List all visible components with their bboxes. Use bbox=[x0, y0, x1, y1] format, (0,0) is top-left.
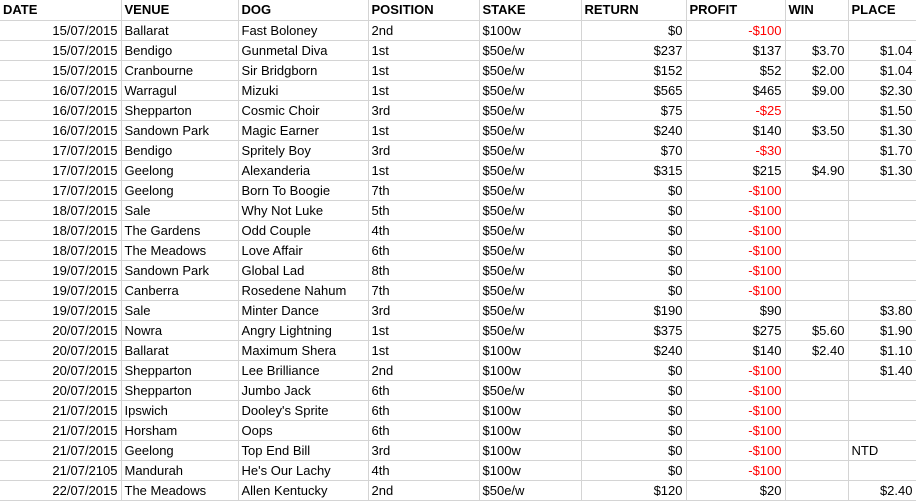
cell-position[interactable]: 3rd bbox=[368, 101, 479, 121]
cell-stake[interactable]: $50e/w bbox=[479, 61, 581, 81]
cell-return[interactable]: $0 bbox=[581, 221, 686, 241]
cell-win[interactable] bbox=[785, 381, 848, 401]
cell-position[interactable]: 6th bbox=[368, 421, 479, 441]
cell-venue[interactable]: Sandown Park bbox=[121, 121, 238, 141]
table-row bbox=[0, 301, 916, 321]
cell-date[interactable]: 22/07/2015 bbox=[0, 481, 121, 501]
cell-win[interactable]: $2.00 bbox=[785, 61, 848, 81]
cell-date[interactable]: 19/07/2015 bbox=[0, 301, 121, 321]
cell-venue[interactable]: The Meadows bbox=[121, 481, 238, 501]
cell-position[interactable]: 4th bbox=[368, 461, 479, 481]
cell-stake[interactable]: $50e/w bbox=[479, 381, 581, 401]
cell-position[interactable]: 2nd bbox=[368, 21, 479, 41]
cell-stake[interactable]: $50e/w bbox=[479, 41, 581, 61]
cell-date[interactable]: 18/07/2015 bbox=[0, 221, 121, 241]
cell-dog[interactable]: Mizuki bbox=[238, 81, 368, 101]
cell-position[interactable]: 3rd bbox=[368, 441, 479, 461]
cell-return[interactable]: $120 bbox=[581, 481, 686, 501]
cell-return[interactable]: $0 bbox=[581, 401, 686, 421]
cell-date[interactable]: 16/07/2015 bbox=[0, 81, 121, 101]
header-place[interactable]: PLACE bbox=[848, 0, 916, 21]
cell-return[interactable]: $0 bbox=[581, 241, 686, 261]
cell-position[interactable]: 1st bbox=[368, 161, 479, 181]
header-dog[interactable]: DOG bbox=[238, 0, 368, 21]
cell-dog[interactable]: Lee Brilliance bbox=[238, 361, 368, 381]
cell-win[interactable] bbox=[785, 221, 848, 241]
cell-date[interactable]: 21/07/2105 bbox=[0, 461, 121, 481]
cell-dog[interactable]: Sir Bridgborn bbox=[238, 61, 368, 81]
cell-venue[interactable]: Sandown Park bbox=[121, 261, 238, 281]
cell-position[interactable]: 3rd bbox=[368, 141, 479, 161]
cell-venue[interactable]: The Gardens bbox=[121, 221, 238, 241]
cell-dog[interactable]: Born To Boogie bbox=[238, 181, 368, 201]
table-row bbox=[0, 281, 916, 301]
table-row bbox=[0, 141, 916, 161]
cell-position[interactable]: 1st bbox=[368, 81, 479, 101]
cell-date[interactable]: 20/07/2015 bbox=[0, 361, 121, 381]
cell-profit[interactable]: -$100 bbox=[686, 421, 785, 441]
cell-place[interactable] bbox=[848, 401, 916, 421]
cell-stake[interactable]: $50e/w bbox=[479, 241, 581, 261]
cell-win[interactable] bbox=[785, 481, 848, 501]
cell-position[interactable]: 4th bbox=[368, 221, 479, 241]
cell-win[interactable] bbox=[785, 421, 848, 441]
cell-stake[interactable]: $50e/w bbox=[479, 281, 581, 301]
cell-date[interactable]: 17/07/2015 bbox=[0, 141, 121, 161]
cell-profit[interactable]: -$100 bbox=[686, 201, 785, 221]
cell-return[interactable]: $152 bbox=[581, 61, 686, 81]
table-row bbox=[0, 461, 916, 481]
cell-place[interactable]: $1.30 bbox=[848, 121, 916, 141]
cell-profit[interactable]: $275 bbox=[686, 321, 785, 341]
cell-dog[interactable]: Gunmetal Diva bbox=[238, 41, 368, 61]
cell-profit[interactable]: $52 bbox=[686, 61, 785, 81]
cell-dog[interactable]: Alexanderia bbox=[238, 161, 368, 181]
cell-venue[interactable]: Bendigo bbox=[121, 141, 238, 161]
cell-place[interactable]: $1.70 bbox=[848, 141, 916, 161]
cell-place[interactable]: $1.90 bbox=[848, 321, 916, 341]
cell-return[interactable]: $0 bbox=[581, 261, 686, 281]
cell-stake[interactable]: $100w bbox=[479, 461, 581, 481]
cell-win[interactable] bbox=[785, 281, 848, 301]
cell-return[interactable]: $0 bbox=[581, 421, 686, 441]
cell-stake[interactable]: $50e/w bbox=[479, 101, 581, 121]
cell-return[interactable]: $237 bbox=[581, 41, 686, 61]
table-row bbox=[0, 421, 916, 441]
cell-place[interactable] bbox=[848, 461, 916, 481]
table-row bbox=[0, 81, 916, 101]
cell-place[interactable] bbox=[848, 421, 916, 441]
table-row bbox=[0, 181, 916, 201]
cell-place[interactable]: $3.80 bbox=[848, 301, 916, 321]
table-row bbox=[0, 341, 916, 361]
cell-return[interactable]: $375 bbox=[581, 321, 686, 341]
cell-win[interactable] bbox=[785, 361, 848, 381]
cell-return[interactable]: $315 bbox=[581, 161, 686, 181]
cell-venue[interactable]: Sale bbox=[121, 301, 238, 321]
table-row bbox=[0, 481, 916, 501]
cell-profit[interactable]: -$100 bbox=[686, 361, 785, 381]
cell-profit[interactable]: -$100 bbox=[686, 181, 785, 201]
header-date[interactable]: DATE bbox=[0, 0, 121, 21]
cell-return[interactable]: $0 bbox=[581, 441, 686, 461]
header-row bbox=[0, 0, 916, 21]
cell-venue[interactable]: Ipswich bbox=[121, 401, 238, 421]
cell-return[interactable]: $190 bbox=[581, 301, 686, 321]
cell-venue[interactable]: Shepparton bbox=[121, 381, 238, 401]
cell-win[interactable] bbox=[785, 141, 848, 161]
cell-return[interactable]: $240 bbox=[581, 121, 686, 141]
cell-date[interactable]: 20/07/2015 bbox=[0, 321, 121, 341]
cell-profit[interactable]: -$100 bbox=[686, 381, 785, 401]
cell-venue[interactable]: Canberra bbox=[121, 281, 238, 301]
cell-stake[interactable]: $100w bbox=[479, 441, 581, 461]
cell-venue[interactable]: Geelong bbox=[121, 161, 238, 181]
cell-dog[interactable]: Spritely Boy bbox=[238, 141, 368, 161]
cell-venue[interactable]: Ballarat bbox=[121, 341, 238, 361]
cell-date[interactable]: 18/07/2015 bbox=[0, 241, 121, 261]
cell-place[interactable] bbox=[848, 201, 916, 221]
cell-position[interactable]: 2nd bbox=[368, 361, 479, 381]
cell-position[interactable]: 3rd bbox=[368, 301, 479, 321]
header-venue[interactable]: VENUE bbox=[121, 0, 238, 21]
cell-profit[interactable]: $20 bbox=[686, 481, 785, 501]
cell-place[interactable] bbox=[848, 221, 916, 241]
cell-stake[interactable]: $50e/w bbox=[479, 161, 581, 181]
cell-win[interactable] bbox=[785, 461, 848, 481]
cell-position[interactable]: 1st bbox=[368, 321, 479, 341]
cell-venue[interactable]: Ballarat bbox=[121, 21, 238, 41]
cell-stake[interactable]: $50e/w bbox=[479, 261, 581, 281]
table-row bbox=[0, 61, 916, 81]
cell-place[interactable] bbox=[848, 261, 916, 281]
cell-venue[interactable]: Warragul bbox=[121, 81, 238, 101]
cell-position[interactable]: 1st bbox=[368, 341, 479, 361]
cell-place[interactable] bbox=[848, 241, 916, 261]
cell-profit[interactable]: $140 bbox=[686, 121, 785, 141]
cell-venue[interactable]: Bendigo bbox=[121, 41, 238, 61]
cell-position[interactable]: 6th bbox=[368, 241, 479, 261]
cell-venue[interactable]: Mandurah bbox=[121, 461, 238, 481]
cell-date[interactable]: 15/07/2015 bbox=[0, 41, 121, 61]
table-row bbox=[0, 241, 916, 261]
cell-stake[interactable]: $100w bbox=[479, 401, 581, 421]
cell-date[interactable]: 15/07/2015 bbox=[0, 61, 121, 81]
cell-position[interactable]: 1st bbox=[368, 121, 479, 141]
cell-win[interactable] bbox=[785, 401, 848, 421]
cell-date[interactable]: 16/07/2015 bbox=[0, 121, 121, 141]
cell-date[interactable]: 17/07/2015 bbox=[0, 181, 121, 201]
cell-stake[interactable]: $50e/w bbox=[479, 221, 581, 241]
cell-profit[interactable]: $137 bbox=[686, 41, 785, 61]
cell-win[interactable] bbox=[785, 181, 848, 201]
cell-win[interactable] bbox=[785, 241, 848, 261]
cell-place[interactable] bbox=[848, 381, 916, 401]
cell-date[interactable]: 19/07/2015 bbox=[0, 261, 121, 281]
header-stake[interactable]: STAKE bbox=[479, 0, 581, 21]
cell-profit[interactable]: $465 bbox=[686, 81, 785, 101]
cell-return[interactable]: $0 bbox=[581, 461, 686, 481]
cell-dog[interactable]: Global Lad bbox=[238, 261, 368, 281]
table-row bbox=[0, 121, 916, 141]
cell-venue[interactable]: Geelong bbox=[121, 181, 238, 201]
cell-dog[interactable]: Angry Lightning bbox=[238, 321, 368, 341]
cell-return[interactable]: $0 bbox=[581, 21, 686, 41]
cell-win[interactable] bbox=[785, 441, 848, 461]
cell-date[interactable]: 21/07/2015 bbox=[0, 441, 121, 461]
cell-venue[interactable]: The Meadows bbox=[121, 241, 238, 261]
cell-profit[interactable]: -$100 bbox=[686, 441, 785, 461]
cell-stake[interactable]: $100w bbox=[479, 421, 581, 441]
cell-position[interactable]: 5th bbox=[368, 201, 479, 221]
cell-return[interactable]: $75 bbox=[581, 101, 686, 121]
cell-profit[interactable]: -$100 bbox=[686, 281, 785, 301]
cell-profit[interactable]: -$100 bbox=[686, 21, 785, 41]
cell-dog[interactable]: Oops bbox=[238, 421, 368, 441]
cell-profit[interactable]: $140 bbox=[686, 341, 785, 361]
cell-venue[interactable]: Shepparton bbox=[121, 361, 238, 381]
cell-dog[interactable]: Odd Couple bbox=[238, 221, 368, 241]
cell-profit[interactable]: $215 bbox=[686, 161, 785, 181]
cell-place[interactable] bbox=[848, 281, 916, 301]
cell-stake[interactable]: $50e/w bbox=[479, 301, 581, 321]
cell-stake[interactable]: $100w bbox=[479, 341, 581, 361]
cell-stake[interactable]: $100w bbox=[479, 361, 581, 381]
cell-win[interactable] bbox=[785, 301, 848, 321]
cell-return[interactable]: $0 bbox=[581, 381, 686, 401]
cell-return[interactable]: $0 bbox=[581, 361, 686, 381]
cell-win[interactable]: $4.90 bbox=[785, 161, 848, 181]
cell-date[interactable]: 16/07/2015 bbox=[0, 101, 121, 121]
cell-position[interactable]: 1st bbox=[368, 61, 479, 81]
cell-date[interactable]: 15/07/2015 bbox=[0, 21, 121, 41]
cell-dog[interactable]: Cosmic Choir bbox=[238, 101, 368, 121]
cell-profit[interactable]: -$100 bbox=[686, 401, 785, 421]
table-row bbox=[0, 381, 916, 401]
cell-win[interactable]: $2.40 bbox=[785, 341, 848, 361]
table-row bbox=[0, 361, 916, 381]
cell-position[interactable]: 6th bbox=[368, 381, 479, 401]
cell-dog[interactable]: Top End Bill bbox=[238, 441, 368, 461]
cell-profit[interactable]: -$25 bbox=[686, 101, 785, 121]
cell-position[interactable]: 7th bbox=[368, 281, 479, 301]
cell-stake[interactable]: $50e/w bbox=[479, 121, 581, 141]
cell-position[interactable]: 1st bbox=[368, 41, 479, 61]
table-row bbox=[0, 161, 916, 181]
cell-profit[interactable]: $90 bbox=[686, 301, 785, 321]
cell-win[interactable] bbox=[785, 201, 848, 221]
cell-win[interactable] bbox=[785, 261, 848, 281]
cell-venue[interactable]: Shepparton bbox=[121, 101, 238, 121]
cell-date[interactable]: 21/07/2015 bbox=[0, 421, 121, 441]
cell-date[interactable]: 21/07/2015 bbox=[0, 401, 121, 421]
cell-place[interactable]: $1.50 bbox=[848, 101, 916, 121]
cell-place[interactable]: $2.40 bbox=[848, 481, 916, 501]
cell-win[interactable]: $9.00 bbox=[785, 81, 848, 101]
cell-stake[interactable]: $50e/w bbox=[479, 141, 581, 161]
cell-date[interactable]: 18/07/2015 bbox=[0, 201, 121, 221]
cell-profit[interactable]: -$100 bbox=[686, 261, 785, 281]
header-position[interactable]: POSITION bbox=[368, 0, 479, 21]
table-row bbox=[0, 441, 916, 461]
table-row bbox=[0, 261, 916, 281]
table-row bbox=[0, 41, 916, 61]
cell-place[interactable]: NTD bbox=[848, 441, 916, 461]
cell-win[interactable] bbox=[785, 101, 848, 121]
cell-profit[interactable]: -$100 bbox=[686, 461, 785, 481]
header-return[interactable]: RETURN bbox=[581, 0, 686, 21]
cell-position[interactable]: 7th bbox=[368, 181, 479, 201]
table-row bbox=[0, 21, 916, 41]
cell-dog[interactable]: Minter Dance bbox=[238, 301, 368, 321]
cell-dog[interactable]: Fast Boloney bbox=[238, 21, 368, 41]
table-row bbox=[0, 201, 916, 221]
cell-date[interactable]: 20/07/2015 bbox=[0, 341, 121, 361]
cell-dog[interactable]: Magic Earner bbox=[238, 121, 368, 141]
cell-dog[interactable]: Allen Kentucky bbox=[238, 481, 368, 501]
cell-return[interactable]: $240 bbox=[581, 341, 686, 361]
cell-venue[interactable]: Horsham bbox=[121, 421, 238, 441]
cell-position[interactable]: 2nd bbox=[368, 481, 479, 501]
cell-return[interactable]: $70 bbox=[581, 141, 686, 161]
cell-place[interactable] bbox=[848, 21, 916, 41]
cell-dog[interactable]: Rosedene Nahum bbox=[238, 281, 368, 301]
cell-place[interactable]: $2.30 bbox=[848, 81, 916, 101]
cell-profit[interactable]: -$100 bbox=[686, 221, 785, 241]
cell-venue[interactable]: Nowra bbox=[121, 321, 238, 341]
cell-stake[interactable]: $50e/w bbox=[479, 201, 581, 221]
cell-place[interactable] bbox=[848, 181, 916, 201]
table-row bbox=[0, 221, 916, 241]
cell-stake[interactable]: $50e/w bbox=[479, 481, 581, 501]
cell-dog[interactable]: Jumbo Jack bbox=[238, 381, 368, 401]
cell-stake[interactable]: $50e/w bbox=[479, 181, 581, 201]
cell-venue[interactable]: Geelong bbox=[121, 441, 238, 461]
cell-win[interactable]: $3.50 bbox=[785, 121, 848, 141]
table-row bbox=[0, 321, 916, 341]
cell-dog[interactable]: He's Our Lachy bbox=[238, 461, 368, 481]
table-row bbox=[0, 101, 916, 121]
cell-win[interactable]: $5.60 bbox=[785, 321, 848, 341]
cell-date[interactable]: 20/07/2015 bbox=[0, 381, 121, 401]
cell-return[interactable]: $0 bbox=[581, 181, 686, 201]
header-win[interactable]: WIN bbox=[785, 0, 848, 21]
cell-place[interactable]: $1.04 bbox=[848, 61, 916, 81]
cell-place[interactable]: $1.10 bbox=[848, 341, 916, 361]
cell-stake[interactable]: $50e/w bbox=[479, 321, 581, 341]
cell-dog[interactable]: Why Not Luke bbox=[238, 201, 368, 221]
header-profit[interactable]: PROFIT bbox=[686, 0, 785, 21]
cell-position[interactable]: 6th bbox=[368, 401, 479, 421]
cell-profit[interactable]: -$30 bbox=[686, 141, 785, 161]
cell-dog[interactable]: Dooley's Sprite bbox=[238, 401, 368, 421]
cell-dog[interactable]: Love Affair bbox=[238, 241, 368, 261]
cell-date[interactable]: 19/07/2015 bbox=[0, 281, 121, 301]
cell-return[interactable]: $565 bbox=[581, 81, 686, 101]
cell-place[interactable]: $1.40 bbox=[848, 361, 916, 381]
cell-stake[interactable]: $100w bbox=[479, 21, 581, 41]
cell-date[interactable]: 17/07/2015 bbox=[0, 161, 121, 181]
cell-return[interactable]: $0 bbox=[581, 201, 686, 221]
cell-win[interactable]: $3.70 bbox=[785, 41, 848, 61]
cell-place[interactable]: $1.30 bbox=[848, 161, 916, 181]
cell-stake[interactable]: $50e/w bbox=[479, 81, 581, 101]
table-body bbox=[0, 21, 916, 501]
cell-dog[interactable]: Maximum Shera bbox=[238, 341, 368, 361]
cell-profit[interactable]: -$100 bbox=[686, 241, 785, 261]
cell-venue[interactable]: Cranbourne bbox=[121, 61, 238, 81]
cell-return[interactable]: $0 bbox=[581, 281, 686, 301]
cell-place[interactable]: $1.04 bbox=[848, 41, 916, 61]
cell-venue[interactable]: Sale bbox=[121, 201, 238, 221]
cell-position[interactable]: 8th bbox=[368, 261, 479, 281]
cell-win[interactable] bbox=[785, 21, 848, 41]
table-row bbox=[0, 401, 916, 421]
